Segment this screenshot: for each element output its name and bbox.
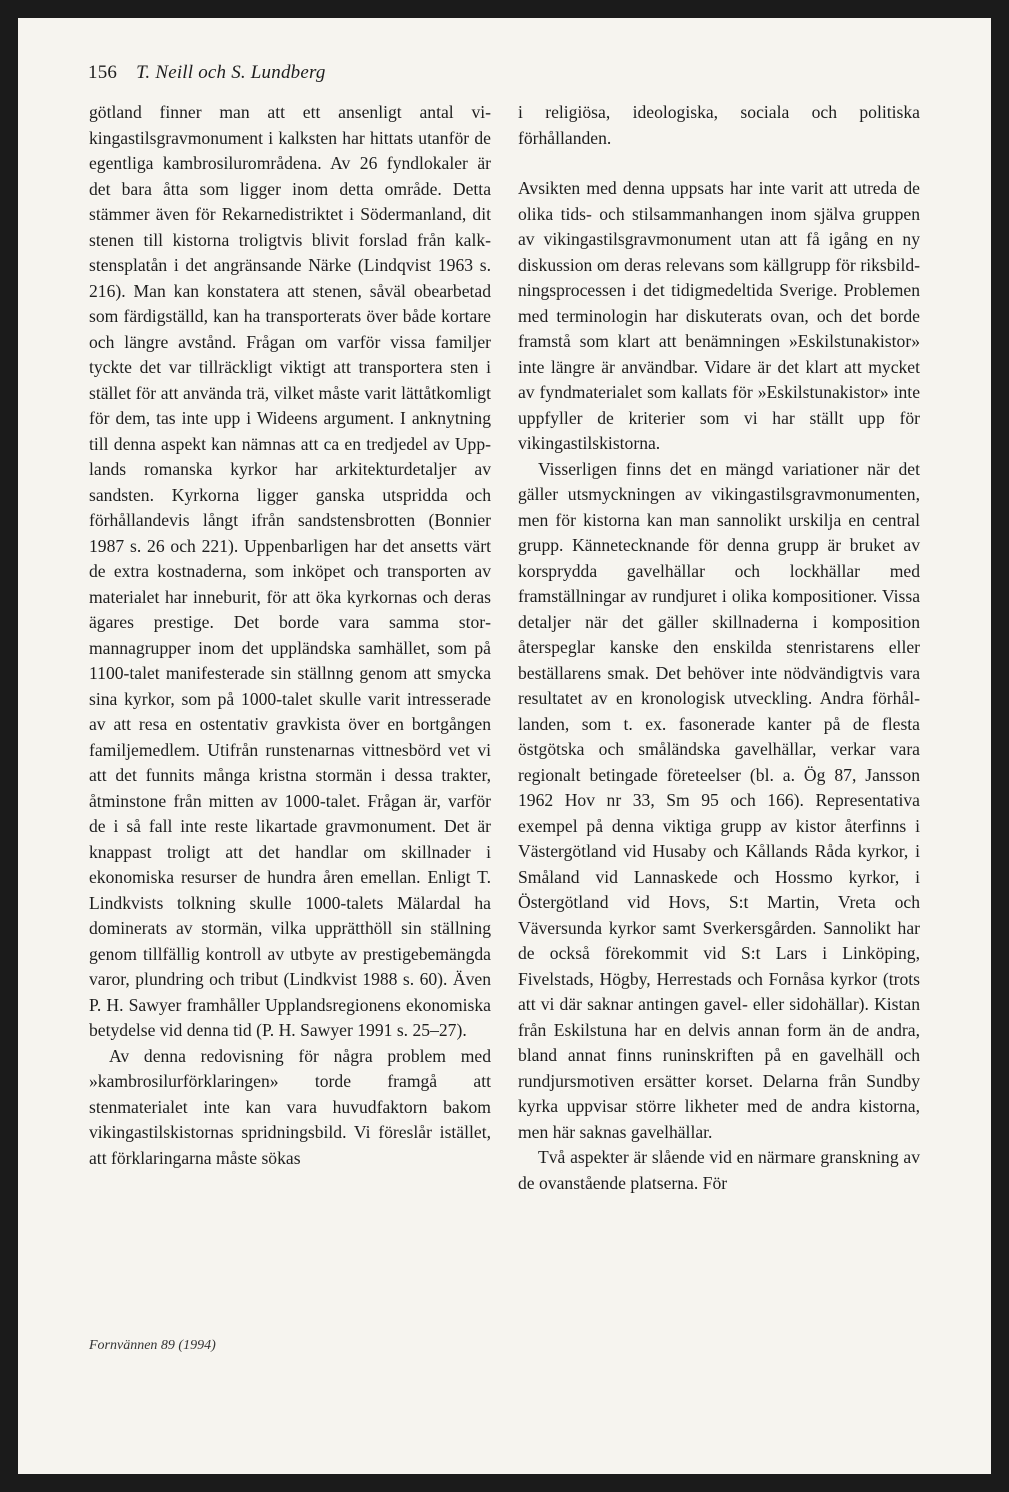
page-number: 156 (88, 62, 118, 83)
paragraph: Avsikten med denna uppsats har inte varit att utreda de olika tids- och stilsammanhangen inom själva gruppen av vikingastilsgravmonument utan att få igång en ny diskussion om deras relevans som källgrupp för riksbildningsprocessen i det tidigmedeltida Sverige. Problemen med terminologin har diskuterats ovan, och det borde framstå som klart att benämningen »Eskilstunakistor» inte längre är användbar. Vidare är det klart att mycket av fyndmaterialet som kallats för »Eskilstunakistor» inte uppfyller de kriterier som vi har ställt upp för vikingastilskistorna. (518, 178, 920, 453)
paragraph: i religiösa, ideologiska, sociala och politiska förhållanden. (518, 102, 920, 148)
author-names: T. Neill och S. Lundberg (136, 62, 326, 83)
paragraph: Visserligen finns det en mängd variationer när det gäller utsmyckningen av vikingastilsgravmonumenten, men för kistorna kan man sannolikt urskilja en central grupp. Kännetecknande för denna grupp är bruket av korsprydda gavelhällar och lockhällar med framställningar av rundjuret i olika kompositioner. Vissa detaljer när det gäller skillnaderna i komposition återspeglar kanske den enskilda stenristarens eller beställarens smak. Det behöver inte nödvändigtvis vara resultatet av en kronologisk utveckling. Andra förhållanden, som t. ex. fasonerade kanter på de flesta östgötska och småländska gavelhällar, verkar vara regionalt betingade företeelser (bl. a. Ög 87, Jansson 1962 Hov nr 33, Sm 95 och 166). Representativa exempel på denna viktiga grupp av kistor återfinns i Västergötland vid Husaby och Kållands Råda kyrkor, i Småland vid Lannaskede och Hossmo kyrkor, i Östergötland vid Hovs, S:t Martin, Vreta och Väversunda kyrkor samt Sverkersgården. Sannolikt har de också förekommit vid S:t Lars i Linköping, Fivelstads, Högby, Herrestads och Fornåsa kyrkor (trots att vi där saknar antingen gavel- eller sidohällar). Kistan från Eskilstuna har en delvis annan form än de andra, bland annat finns runinskriften på en gavelhäll och rundjursmotiven ersätter korset. Delarna från Sundby kyrka uppvisar större likheter med de andra kistorna, men här saknas gavelhällar. (518, 458, 920, 1142)
paragraph: Två aspekter är slående vid en närmare granskning av de ovanstående platserna. För (518, 1147, 920, 1193)
journal-footer: Fornvännen 89 (1994) (89, 1338, 216, 1353)
right-column (518, 100, 920, 1196)
running-head (88, 62, 326, 84)
paragraph: Av denna redovisning för några problem med »kambrosilurförklaringen» torde framgå att stenmaterialet inte kan vara huvudfaktorn bakom vikingastilskistornas spridningsbild. Vi föreslår istället, att förklaringarna måste sökas (89, 1045, 491, 1168)
journal-page (18, 18, 991, 1474)
paragraph: götland finner man att ett ansenligt antal vikingastilsgravmonument i kalksten har hittats utanför de egentliga kambrosilurområdena. Av 26 fyndlokaler är det bara åtta som ligger inom detta område. Detta stämmer även för Rekarnedistriktet i Södermanland, dit stenen till kistorna troligtvis blivit forslad från kalkstensplatån i det angränsande Närke (Lindqvist 1963 s. 216). Man kan konstatera att stenen, såväl obearbetad som färdigställd, kan ha transporterats över både kortare och längre avstånd. Frågan om varför vissa familjer tyckte det var tillräckligt viktigt att transportera sten i stället för att använda trä, vilket måste varit lättåtkomligt för dem, tas inte upp i Wideens argument. I anknytning till denna aspekt kan nämnas att ca en tredjedel av Upplands romanska kyrkor har arkitekturdetaljer av sandsten. Kyrkorna ligger ganska utspridda och förhållandevis långt ifrån sandstensbrotten (Bonnier 1987 s. 26 och 221). Uppenbarligen har det ansetts värt de extra kostnaderna, som inköpet och transporten av materialet har inneburit, för att öka kyrkornas och deras ägares prestige. Det borde vara samma stormannagrupper inom det uppländska samhället, som på 1100-talet manifesterade sin ställnng genom att smycka sina kyrkor, som på 1000-talet skulle varit intresserade av att resa en ostentativ gravkista över en bortgången familjemedlem. Utifrån runstenarnas vittnesbörd vet vi att det funnits många kristna stormän i dessa trakter, åtminstone från mitten av 1000-talet. Frågan är, varför de i så fall inte reste likartade gravmonument. Det är knappast troligt att det handlar om skillnader i ekonomiska resurser de hundra åren emellan. Enligt T. Lindkvists tolkning skulle 1000-talets Mälardal ha dominerats av stormän, vilka upprätthöll sin ställning genom tillfällig kontroll av utbyte av prestigebemängda varor, plundring och tribut (Lindkvist 1988 s. 60). Även P. H. Sawyer framhåller Upplandsregionens ekonomiska betydelse vid denna tid (P. H. Sawyer 1991 s. 25–27). (89, 102, 491, 1040)
left-column (89, 100, 491, 1171)
